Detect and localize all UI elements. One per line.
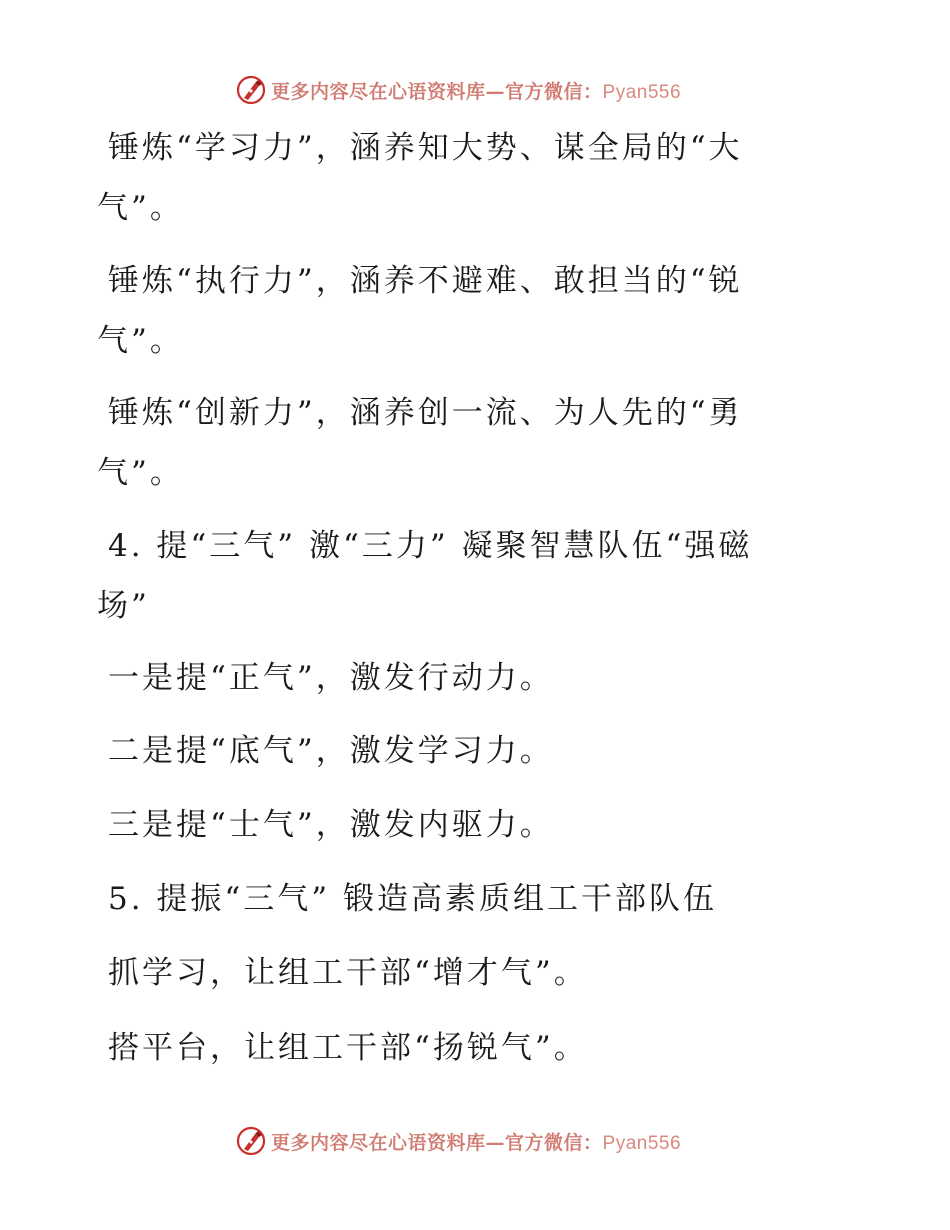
watermark-wechat-id: Pyan556 xyxy=(602,1132,682,1154)
body-line: 气”。 xyxy=(97,323,184,359)
body-line: 搭平台，让组工干部“扬锐气”。 xyxy=(108,1030,588,1066)
header-watermark xyxy=(235,73,681,107)
section-heading: 5. 提振“三气” 锻造高素质组工干部队伍 xyxy=(108,881,717,917)
body-line: 二是提“底气”，激发学习力。 xyxy=(108,733,554,769)
section-heading: 4. 提“三气” 激“三力” 凝聚智慧队伍“强磁 xyxy=(108,528,753,564)
body-line: 锤炼“创新力”，涵养创一流、为人先的“勇 xyxy=(108,395,743,431)
footer-watermark xyxy=(235,1124,681,1158)
section-heading: 场” xyxy=(97,588,150,624)
body-line: 一是提“正气”，激发行动力。 xyxy=(108,660,554,696)
body-line: 气”。 xyxy=(97,190,184,226)
body-line: 三是提“士气”，激发内驱力。 xyxy=(108,807,554,843)
body-line: 气”。 xyxy=(97,455,184,491)
body-line: 锤炼“执行力”，涵养不避难、敢担当的“锐 xyxy=(108,263,743,299)
watermark-wechat-id: Pyan556 xyxy=(602,81,682,103)
body-line: 抓学习，让组工干部“增才气”。 xyxy=(108,955,588,991)
pen-nib-logo-icon xyxy=(235,74,267,106)
body-line: 锤炼“学习力”，涵养知大势、谋全局的“大 xyxy=(108,130,743,166)
watermark-site-text: 更多内容尽在心语资料库—官方微信： xyxy=(271,1131,603,1154)
watermark-site-text: 更多内容尽在心语资料库—官方微信： xyxy=(271,80,603,103)
pen-nib-logo-icon xyxy=(235,1125,267,1157)
